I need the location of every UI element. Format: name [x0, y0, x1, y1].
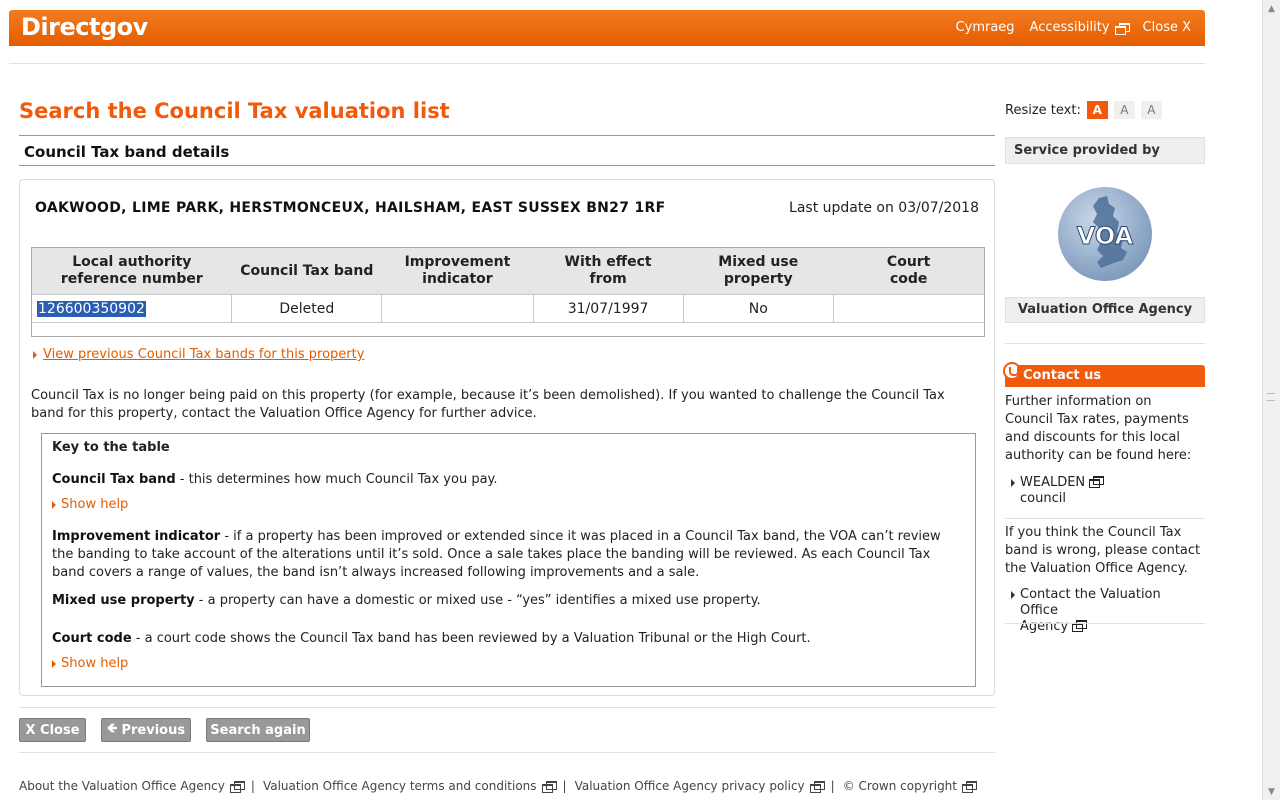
contact-voa-link[interactable] [1011, 587, 1201, 635]
table-row [32, 295, 985, 323]
new-window-icon [810, 781, 823, 791]
new-window-icon [1072, 620, 1085, 630]
close-button[interactable]: X Close [19, 718, 86, 742]
footer-privacy-label: Valuation Office Agency privacy policy [574, 779, 805, 793]
footer-copyright-label: © Crown copyright [842, 779, 957, 793]
key-title: Key to the table [52, 440, 170, 455]
directgov-logo[interactable]: Directgov [21, 13, 148, 41]
text-size-large-button[interactable]: A [1141, 101, 1162, 119]
footer-separator: | [562, 779, 567, 793]
contact-us-label: Contact us [1023, 368, 1102, 383]
title-divider [19, 135, 995, 136]
page-scrollbar[interactable] [1262, 0, 1280, 800]
footer-terms-label: Valuation Office Agency terms and conditions [262, 779, 537, 793]
cell-reference[interactable] [32, 295, 232, 323]
col-header-reference: Local authority reference number [32, 248, 232, 295]
resize-text-label: Resize text: [1005, 102, 1081, 118]
previous-bands-link-label: View previous Council Tax bands for this property [43, 347, 365, 362]
key-term-band: Council Tax band [52, 472, 176, 487]
arrow-right-icon [1011, 479, 1015, 487]
cymraeg-link-label: Cymraeg [955, 20, 1015, 35]
search-again-button[interactable]: Search again [206, 718, 310, 742]
contact-info-text: Further information on Council Tax rates, payments and discounts for this local authority can be found here: [1005, 394, 1192, 463]
key-text-improvement: - if a property has been improved or extended since it was placed in a Council Tax band, the VOA can’t review the banding to take account of the alterations until it’s sold. Once a sale takes place the banding will be reviewed. As each Council Tax band covers a range of values, the band isn’t always increased following improvements and a sale. [52, 529, 941, 580]
arrow-right-icon [52, 660, 56, 668]
key-item-band [52, 471, 962, 489]
footer-terms-link[interactable] [263, 779, 555, 793]
show-help-label: Show help [61, 656, 129, 671]
buttons-bottom-divider [19, 752, 995, 753]
key-term-mixed-use: Mixed use property [52, 593, 195, 608]
col-header-effect-from: With effect from [533, 248, 683, 295]
sidebar-divider [1005, 623, 1205, 624]
wealden-council-link[interactable] [1011, 475, 1201, 507]
col-header-improvement: Improvement indicator [382, 248, 533, 295]
footer-separator: | [250, 779, 255, 793]
wealden-council-link-text: WEALDEN council [1011, 475, 1201, 507]
footer-separator: | [830, 779, 835, 793]
voa-logo[interactable] [1057, 186, 1153, 282]
text-size-small-button[interactable]: A [1087, 101, 1108, 119]
last-update: Last update on 03/07/2018 [789, 200, 979, 216]
page-title: Search the Council Tax valuation list [19, 99, 450, 123]
text-size-medium-button[interactable]: A [1114, 101, 1135, 119]
show-help-label: Show help [61, 497, 129, 512]
scroll-down-icon[interactable]: ▼ [1268, 786, 1275, 797]
band-details-card [19, 179, 995, 696]
footer-links [19, 779, 975, 793]
footer-about-link[interactable] [19, 779, 243, 793]
table-key-box [41, 433, 976, 687]
cell-band: Deleted [232, 295, 382, 323]
service-provided-heading: Service provided by [1005, 137, 1205, 164]
key-text-band: - this determines how much Council Tax you pay. [175, 472, 498, 487]
demolished-notice: Council Tax is no longer being paid on this property (for example, because it’s been demolished). If you wanted to challenge the Council Tax band for this property, contact the Valuation Office Agency for further advice. [31, 388, 945, 421]
buttons-top-divider [19, 707, 995, 708]
new-window-icon [542, 781, 555, 791]
arrow-right-icon [1011, 591, 1015, 599]
footer-copyright-link[interactable] [843, 779, 975, 793]
key-item-court-code [52, 630, 962, 648]
col-header-mixed-use: Mixed use property [683, 248, 833, 295]
new-window-icon [1089, 476, 1102, 486]
new-window-icon [1115, 23, 1128, 33]
key-text-court-code: - a court code shows the Council Tax band has been reviewed by a Valuation Tribunal or the High Court. [131, 631, 811, 646]
show-help-court-link[interactable] [52, 656, 128, 671]
cymraeg-link[interactable] [956, 20, 1015, 35]
accessibility-link-label: Accessibility [1029, 20, 1110, 35]
key-term-improvement: Improvement indicator [52, 529, 221, 544]
header-divider [9, 63, 1205, 64]
scroll-grip[interactable] [1267, 393, 1275, 401]
agency-name: Valuation Office Agency [1005, 297, 1205, 323]
close-link[interactable] [1143, 20, 1191, 35]
table-header-row [32, 248, 985, 295]
sidebar-divider [1005, 518, 1205, 519]
band-table [31, 247, 985, 337]
section-title: Council Tax band details [24, 143, 230, 161]
table-spacer-row [32, 323, 985, 337]
section-divider [19, 165, 995, 166]
key-item-mixed-use [52, 592, 962, 610]
contact-us-heading [1005, 365, 1205, 387]
resize-text-control [1005, 101, 1162, 119]
cell-effect-from: 31/07/1997 [533, 295, 683, 323]
key-term-court-code: Court code [52, 631, 132, 646]
accessibility-link[interactable] [1030, 20, 1128, 35]
key-text-mixed-use: - a property can have a domestic or mixed use - “yes” identifies a mixed use property. [194, 593, 761, 608]
show-help-band-link[interactable] [52, 497, 128, 512]
arrow-right-icon [33, 351, 37, 359]
scroll-up-icon[interactable]: ▲ [1268, 3, 1275, 14]
key-item-improvement [52, 528, 962, 582]
arrow-right-icon [52, 501, 56, 509]
cell-mixed-use: No [683, 295, 833, 323]
banner-links [956, 20, 1191, 35]
col-header-court-code: Court code [833, 248, 984, 295]
back-arrow-icon: 🡸 [106, 721, 118, 736]
phone-icon [1003, 362, 1021, 380]
cell-court-code [833, 295, 984, 323]
new-window-icon [962, 781, 975, 791]
footer-about-label: About the Valuation Office Agency [19, 779, 225, 793]
previous-bands-link[interactable] [33, 347, 364, 362]
top-banner [9, 10, 1205, 46]
contact-voa-link-text: Contact the Valuation Office Agency [1020, 587, 1161, 634]
band-wrong-text: If you think the Council Tax band is wrong, please contact the Valuation Office Agency. [1005, 525, 1201, 576]
sidebar-divider [1005, 343, 1205, 344]
selected-reference-text[interactable]: 126600350902 [38, 300, 145, 317]
voa-logo-text: VOA [1076, 222, 1134, 250]
new-window-icon [230, 781, 243, 791]
previous-button-label: Previous [121, 722, 186, 738]
close-link-label: Close X [1142, 20, 1191, 35]
footer-privacy-link[interactable] [575, 779, 823, 793]
property-address: OAKWOOD, LIME PARK, HERSTMONCEUX, HAILSHAM, EAST SUSSEX BN27 1RF [35, 200, 666, 216]
previous-button[interactable] [101, 718, 191, 742]
cell-improvement [382, 295, 533, 323]
col-header-band: Council Tax band [232, 248, 382, 295]
